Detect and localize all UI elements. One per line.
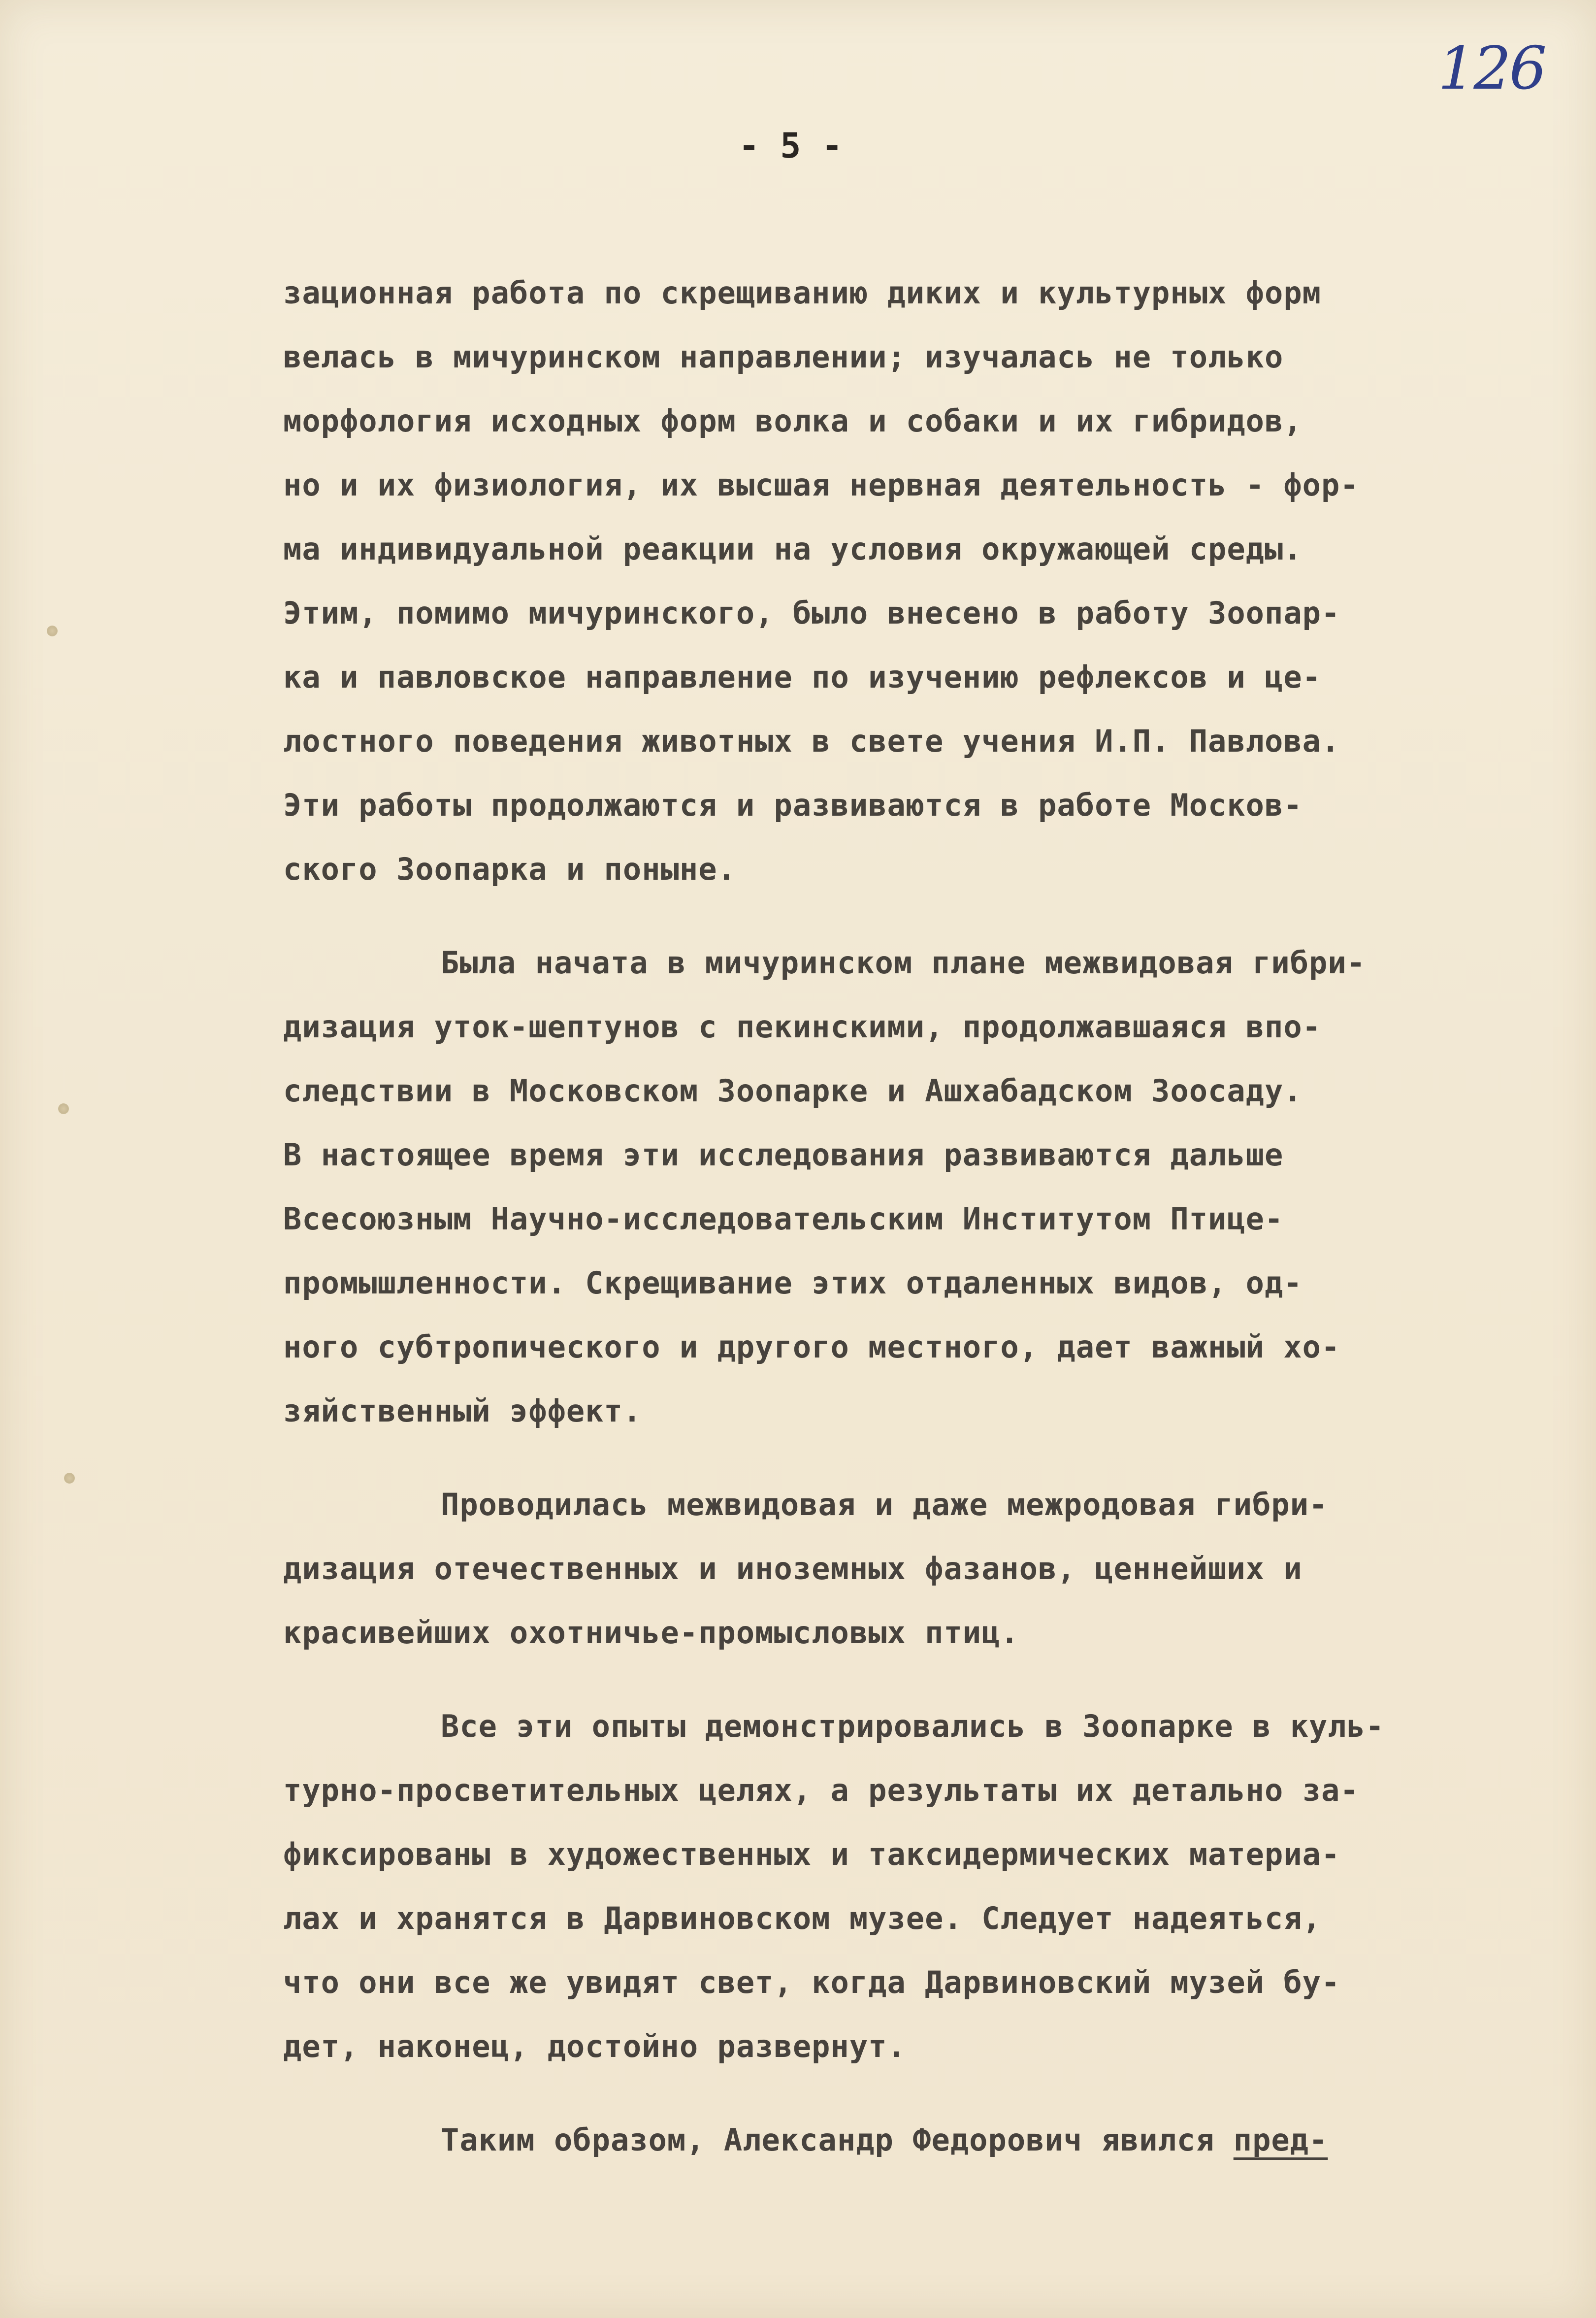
text-line: морфология исходных форм волка и собаки и их гибридов, bbox=[283, 403, 1303, 439]
text-line-continued: Таким образом, Александр Федорович явился пред- bbox=[441, 2122, 1328, 2158]
text-line: Этим, помимо мичуринского, было внесено в работу Зоопар- bbox=[283, 595, 1340, 631]
paragraph-gap bbox=[283, 901, 1544, 931]
paragraph-gap bbox=[283, 1665, 1544, 1694]
text-line: зационная работа по скрещиванию диких и культурных форм bbox=[283, 275, 1321, 311]
text-line: красивейших охотничье-промысловых птиц. bbox=[283, 1615, 1019, 1651]
body-text bbox=[283, 261, 1544, 2172]
text-line: Проводилась межвидовая и даже межродовая гибри- bbox=[441, 1487, 1328, 1523]
text-line: дизация уток-шептунов с пекинскими, продолжавшаяся впо- bbox=[283, 1009, 1321, 1045]
text-line: зяйственный эффект. bbox=[283, 1393, 642, 1429]
text-line: Все эти опыты демонстрировались в Зоопарке в куль- bbox=[441, 1708, 1385, 1744]
punch-hole-mark bbox=[47, 626, 58, 636]
paragraph bbox=[283, 1473, 1544, 1665]
text-line: фиксированы в художественных и таксидермических материа- bbox=[283, 1836, 1340, 1872]
text-line: промышленности. Скрещивание этих отдаленных видов, од- bbox=[283, 1265, 1303, 1301]
text-line: В настоящее время эти исследования развиваются дальше bbox=[283, 1137, 1284, 1173]
text-line: лостного поведения животных в свете учения И.П. Павлова. bbox=[283, 723, 1340, 759]
text-line: следствии в Московском Зоопарке и Ашхабадском Зоосаду. bbox=[283, 1073, 1303, 1109]
paragraph-gap bbox=[283, 2079, 1544, 2108]
text-line: Всесоюзным Научно-исследовательским Институтом Птице- bbox=[283, 1201, 1284, 1237]
archive-page-number: 126 bbox=[1438, 34, 1545, 103]
punch-hole-mark bbox=[58, 1103, 69, 1114]
page-number: - 5 - bbox=[739, 126, 843, 166]
text-line: дизация отечественных и иноземных фазанов, ценнейших и bbox=[283, 1551, 1303, 1587]
text-line: лах и хранятся в Дарвиновском музее. Следует надеяться, bbox=[283, 1900, 1321, 1936]
text-line: ного субтропического и другого местного, дает важный хо- bbox=[283, 1329, 1340, 1365]
paragraph bbox=[283, 261, 1544, 901]
paragraph-gap bbox=[283, 1443, 1544, 1473]
text-line: что они все же увидят свет, когда Дарвиновский музей бу- bbox=[283, 1964, 1340, 2000]
text-line: ского Зоопарка и поныне. bbox=[283, 851, 736, 887]
text-line: Была начата в мичуринском плане межвидовая гибри- bbox=[441, 945, 1366, 981]
underlined-word: пред- bbox=[1233, 2122, 1328, 2158]
text-line: ка и павловское направление по изучению рефлексов и це- bbox=[283, 659, 1321, 695]
text-line: но и их физиология, их высшая нервная деятельность - фор- bbox=[283, 467, 1359, 503]
text-line: турно-просветительных целях, а результаты их детально за- bbox=[283, 1772, 1359, 1808]
paragraph bbox=[283, 2108, 1544, 2172]
text-line: Эти работы продолжаются и развиваются в работе Москов- bbox=[283, 787, 1303, 823]
text-line: ма индивидуальной реакции на условия окружающей среды. bbox=[283, 531, 1303, 567]
punch-hole-mark bbox=[64, 1473, 75, 1484]
text-line: дет, наконец, достойно развернут. bbox=[283, 2028, 906, 2064]
paragraph bbox=[283, 1694, 1544, 2079]
paragraph bbox=[283, 931, 1544, 1443]
text-line: велась в мичуринском направлении; изучалась не только bbox=[283, 339, 1284, 375]
